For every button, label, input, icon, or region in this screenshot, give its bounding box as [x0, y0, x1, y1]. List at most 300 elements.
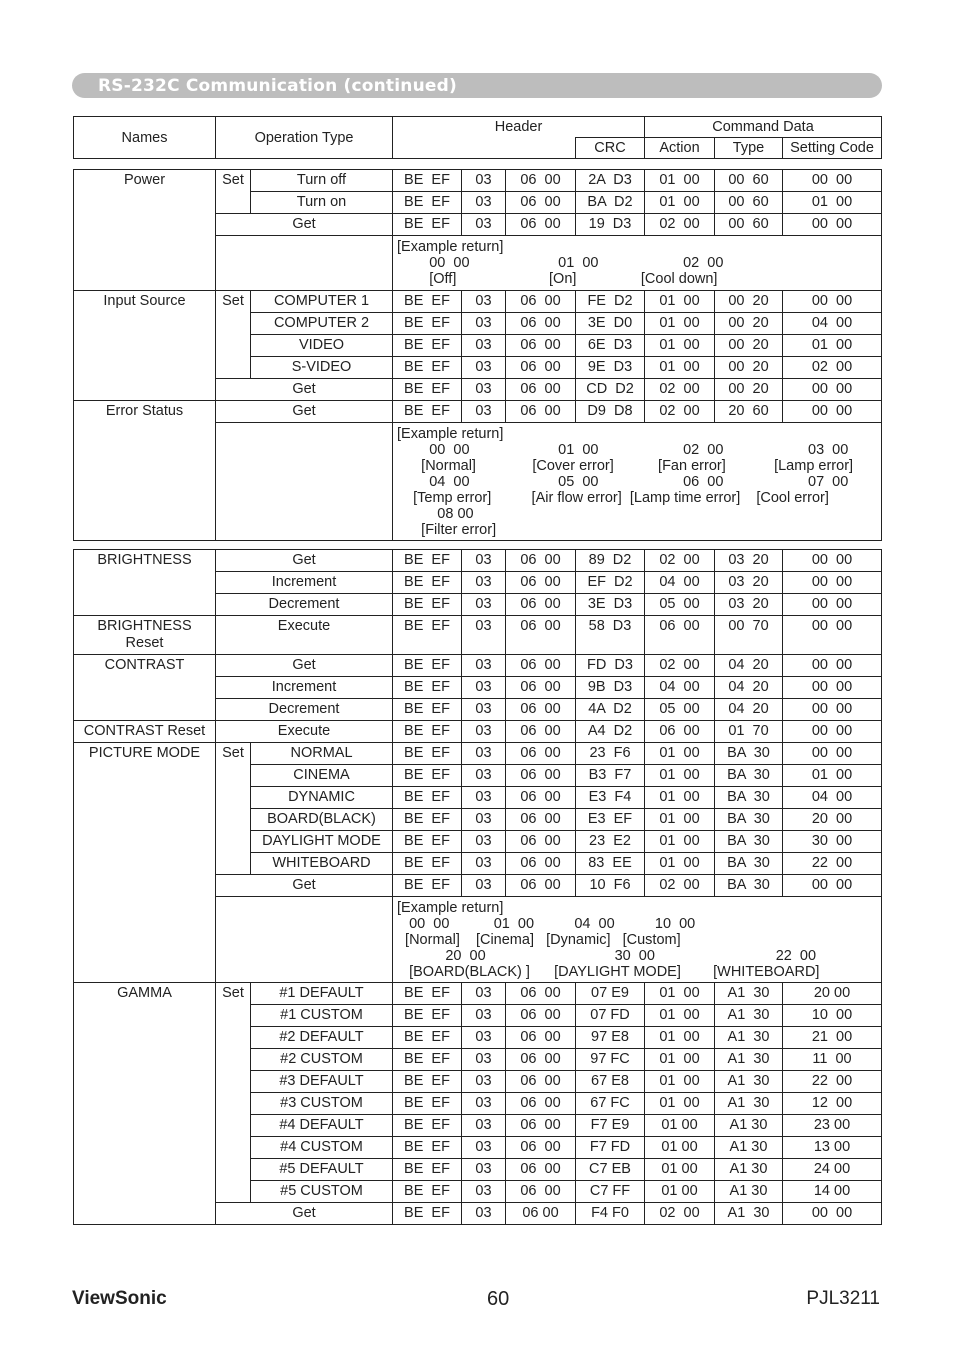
command-table-1 [73, 169, 882, 541]
crc-value: C7 FF [576, 1181, 645, 1203]
page-number: 60 [487, 1288, 510, 1310]
operation-type: Decrement [216, 699, 393, 721]
header-bytes: BE EF [393, 1049, 462, 1071]
type-value: 03 20 [715, 572, 783, 594]
action-value: 01 00 [645, 170, 715, 192]
action-value: 01 00 [645, 983, 715, 1005]
type-value: 01 70 [715, 721, 783, 743]
crc-value: CD D2 [576, 379, 645, 401]
operation-type: #4 CUSTOM [251, 1137, 393, 1159]
crc-value: FD D3 [576, 655, 645, 677]
crc-value: B3 F7 [576, 765, 645, 787]
header-0600: 06 00 [506, 831, 576, 853]
header-0600: 06 00 [506, 1181, 576, 1203]
header-03: 03 [462, 1093, 506, 1115]
example-return [393, 423, 882, 541]
setting-code-value: 04 00 [783, 787, 882, 809]
table-row [74, 983, 882, 1005]
header-03: 03 [462, 983, 506, 1005]
example-line: 04 00 05 00 06 00 07 00 [397, 474, 849, 490]
header-03: 03 [462, 1115, 506, 1137]
type-value: A1 30 [715, 1181, 783, 1203]
type-value: BA 30 [715, 809, 783, 831]
type-value: A1 30 [715, 1159, 783, 1181]
table-row [74, 291, 882, 313]
setting-code-value: 30 00 [783, 831, 882, 853]
type-value: 03 20 [715, 550, 783, 572]
operation-type: #2 DEFAULT [251, 1027, 393, 1049]
setting-code-value: 01 00 [783, 765, 882, 787]
example-line: 00 00 01 00 02 00 [397, 255, 724, 271]
operation-type: BOARD(BLACK) [251, 809, 393, 831]
example-line: [Example return] [397, 900, 504, 916]
setting-code-value: 21 00 [783, 1027, 882, 1049]
header-0600: 06 00 [506, 379, 576, 401]
setting-code-value: 10 00 [783, 1005, 882, 1027]
header-0600: 06 00 [506, 401, 576, 423]
crc-value: 67 E8 [576, 1071, 645, 1093]
crc-value: 83 EE [576, 853, 645, 875]
row-name: Error Status [74, 401, 216, 541]
example-line: [Normal] [Cover error] [Fan error] [Lamp error] [397, 458, 854, 474]
setting-code-value: 13 00 [783, 1137, 882, 1159]
header-bytes: BE EF [393, 214, 462, 236]
header-crc: CRC [576, 138, 645, 159]
example-spacer [216, 236, 393, 291]
action-value: 01 00 [645, 1071, 715, 1093]
crc-value: 23 F6 [576, 743, 645, 765]
header-0600: 06 00 [506, 170, 576, 192]
header-bytes: BE EF [393, 1203, 462, 1225]
setting-code-value: 04 00 [783, 313, 882, 335]
action-value: 01 00 [645, 853, 715, 875]
type-value: A1 30 [715, 1203, 783, 1225]
header-bytes: BE EF [393, 335, 462, 357]
crc-value: 07 E9 [576, 983, 645, 1005]
header-0600: 06 00 [506, 1027, 576, 1049]
crc-value: 6E D3 [576, 335, 645, 357]
type-value: BA 30 [715, 875, 783, 897]
header-bytes: BE EF [393, 379, 462, 401]
header-0600: 06 00 [506, 743, 576, 765]
type-value: 00 20 [715, 291, 783, 313]
example-line: 00 00 01 00 02 00 03 00 [397, 442, 849, 458]
setting-code-value: 00 00 [783, 743, 882, 765]
operation-type: WHITEBOARD [251, 853, 393, 875]
type-value: A1 30 [715, 1115, 783, 1137]
action-value: 01 00 [645, 831, 715, 853]
type-value: BA 30 [715, 831, 783, 853]
operation-type: DYNAMIC [251, 787, 393, 809]
crc-value: E3 F4 [576, 787, 645, 809]
header-bytes: BE EF [393, 809, 462, 831]
setting-code-value: 11 00 [783, 1049, 882, 1071]
crc-value: 97 E8 [576, 1027, 645, 1049]
header-bytes: BE EF [393, 1093, 462, 1115]
header-0600: 06 00 [506, 550, 576, 572]
action-value: 01 00 [645, 1027, 715, 1049]
crc-value: 19 D3 [576, 214, 645, 236]
header-03: 03 [462, 594, 506, 616]
type-value: A1 30 [715, 1049, 783, 1071]
header-0600: 06 00 [506, 721, 576, 743]
setting-code-value: 00 00 [783, 401, 882, 423]
crc-value: 9E D3 [576, 357, 645, 379]
setting-code-value: 00 00 [783, 677, 882, 699]
action-value: 04 00 [645, 572, 715, 594]
action-value: 01 00 [645, 765, 715, 787]
operation-type: Turn off [251, 170, 393, 192]
header-bytes: BE EF [393, 655, 462, 677]
header-0600: 06 00 [506, 594, 576, 616]
setting-code-value: 01 00 [783, 192, 882, 214]
header-0600: 06 00 [506, 699, 576, 721]
example-return [393, 236, 882, 291]
header-bytes: BE EF [393, 677, 462, 699]
crc-value: 10 F6 [576, 875, 645, 897]
table-row [74, 655, 882, 677]
setting-code-value: 00 00 [783, 550, 882, 572]
crc-value: EF D2 [576, 572, 645, 594]
setting-code-value: 14 00 [783, 1181, 882, 1203]
example-line: [Normal] [Cinema] [Dynamic] [Custom] [397, 932, 681, 948]
row-name: GAMMA [74, 983, 216, 1225]
header-0600: 06 00 [506, 616, 576, 655]
type-value: 00 20 [715, 379, 783, 401]
example-line: 20 00 30 00 22 00 [397, 948, 817, 964]
header-03: 03 [462, 550, 506, 572]
action-value: 01 00 [645, 809, 715, 831]
action-value: 01 00 [645, 192, 715, 214]
header-0600: 06 00 [506, 313, 576, 335]
header-0600: 06 00 [506, 572, 576, 594]
header-bytes: BE EF [393, 192, 462, 214]
header-03: 03 [462, 875, 506, 897]
operation-type: #1 CUSTOM [251, 1005, 393, 1027]
operation-type: Turn on [251, 192, 393, 214]
setting-code-value: 00 00 [783, 170, 882, 192]
set-label: Set [216, 170, 251, 214]
set-label: Set [216, 983, 251, 1203]
header-0600: 06 00 [506, 787, 576, 809]
crc-value: 3E D0 [576, 313, 645, 335]
header-03: 03 [462, 572, 506, 594]
type-value: A1 30 [715, 983, 783, 1005]
type-value: 00 60 [715, 192, 783, 214]
header-bytes: BE EF [393, 1027, 462, 1049]
action-value: 02 00 [645, 379, 715, 401]
header-0600: 06 00 [506, 677, 576, 699]
action-value: 02 00 [645, 1203, 715, 1225]
header-header: Header [393, 117, 645, 138]
operation-type: CINEMA [251, 765, 393, 787]
setting-code-value: 00 00 [783, 214, 882, 236]
setting-code-value: 00 00 [783, 291, 882, 313]
action-value: 01 00 [645, 313, 715, 335]
header-03: 03 [462, 1137, 506, 1159]
type-value: 20 60 [715, 401, 783, 423]
operation-type: Get [216, 875, 393, 897]
operation-type: Get [216, 655, 393, 677]
header-bytes: BE EF [393, 1181, 462, 1203]
row-name: PICTURE MODE [74, 743, 216, 983]
action-value: 01 00 [645, 335, 715, 357]
crc-value: A4 D2 [576, 721, 645, 743]
header-0600: 06 00 [506, 983, 576, 1005]
crc-value: FE D2 [576, 291, 645, 313]
header-bytes: BE EF [393, 1071, 462, 1093]
operation-type: #3 CUSTOM [251, 1093, 393, 1115]
action-value: 02 00 [645, 214, 715, 236]
header-03: 03 [462, 335, 506, 357]
setting-code-value: 00 00 [783, 699, 882, 721]
action-value: 01 00 [645, 1049, 715, 1071]
crc-value: 2A D3 [576, 170, 645, 192]
table-row [74, 616, 882, 655]
header-bytes: BE EF [393, 357, 462, 379]
table-row [74, 721, 882, 743]
command-table-header [73, 116, 882, 159]
header-03: 03 [462, 357, 506, 379]
header-03: 03 [462, 743, 506, 765]
header-bytes: BE EF [393, 831, 462, 853]
action-value: 01 00 [645, 1181, 715, 1203]
setting-code-value: 00 00 [783, 379, 882, 401]
header-03: 03 [462, 721, 506, 743]
row-name: CONTRAST [74, 655, 216, 721]
operation-type: #2 CUSTOM [251, 1049, 393, 1071]
operation-type: COMPUTER 1 [251, 291, 393, 313]
set-label: Set [216, 291, 251, 379]
crc-value: E3 EF [576, 809, 645, 831]
header-0600: 06 00 [506, 809, 576, 831]
crc-value: 3E D3 [576, 594, 645, 616]
header-spacer [393, 138, 576, 159]
crc-value: BA D2 [576, 192, 645, 214]
example-line: [Filter error] [397, 522, 497, 538]
header-03: 03 [462, 313, 506, 335]
action-value: 02 00 [645, 550, 715, 572]
header-bytes: BE EF [393, 699, 462, 721]
setting-code-value: 22 00 [783, 1071, 882, 1093]
action-value: 05 00 [645, 699, 715, 721]
table-row [74, 401, 882, 423]
header-0600: 06 00 [506, 357, 576, 379]
type-value: 03 20 [715, 594, 783, 616]
operation-type: #5 DEFAULT [251, 1159, 393, 1181]
header-03: 03 [462, 1027, 506, 1049]
example-line: [Example return] [397, 426, 504, 442]
type-value: 00 20 [715, 313, 783, 335]
header-operation-type: Operation Type [216, 117, 393, 159]
setting-code-value: 00 00 [783, 655, 882, 677]
header-bytes: BE EF [393, 743, 462, 765]
crc-value: F4 F0 [576, 1203, 645, 1225]
operation-type: #1 DEFAULT [251, 983, 393, 1005]
row-name: BRIGHTNESS [74, 550, 216, 616]
crc-value: 9B D3 [576, 677, 645, 699]
setting-code-value: 00 00 [783, 572, 882, 594]
header-bytes: BE EF [393, 721, 462, 743]
section-title-banner [72, 73, 882, 98]
header-03: 03 [462, 1159, 506, 1181]
table-row [74, 170, 882, 192]
operation-type: Get [216, 550, 393, 572]
table-row [74, 550, 882, 572]
type-value: A1 30 [715, 1137, 783, 1159]
crc-value: 23 E2 [576, 831, 645, 853]
header-03: 03 [462, 809, 506, 831]
example-line: [Example return] [397, 239, 504, 255]
operation-type: Get [216, 214, 393, 236]
header-bytes: BE EF [393, 983, 462, 1005]
type-value: BA 30 [715, 853, 783, 875]
header-03: 03 [462, 787, 506, 809]
header-bytes: BE EF [393, 594, 462, 616]
header-03: 03 [462, 291, 506, 313]
header-action: Action [645, 138, 715, 159]
crc-value: 4A D2 [576, 699, 645, 721]
setting-code-value: 00 00 [783, 616, 882, 655]
header-0600: 06 00 [506, 1071, 576, 1093]
crc-value: 97 FC [576, 1049, 645, 1071]
operation-type: COMPUTER 2 [251, 313, 393, 335]
header-03: 03 [462, 401, 506, 423]
type-value: A1 30 [715, 1071, 783, 1093]
model-name: PJL3211 [806, 1288, 880, 1309]
setting-code-value: 00 00 [783, 875, 882, 897]
operation-type: VIDEO [251, 335, 393, 357]
action-value: 06 00 [645, 721, 715, 743]
row-name: BRIGHTNESS Reset [74, 616, 216, 655]
type-value: 00 20 [715, 357, 783, 379]
action-value: 06 00 [645, 616, 715, 655]
header-command-data: Command Data [645, 117, 882, 138]
setting-code-value: 00 00 [783, 594, 882, 616]
type-value: 00 20 [715, 335, 783, 357]
action-value: 01 00 [645, 1159, 715, 1181]
header-0600: 06 00 [506, 1159, 576, 1181]
section-title: RS-232C Communication (continued) [98, 76, 457, 96]
header-bytes: BE EF [393, 616, 462, 655]
action-value: 05 00 [645, 594, 715, 616]
type-value: 04 20 [715, 677, 783, 699]
row-name: Input Source [74, 291, 216, 401]
setting-code-value: 01 00 [783, 335, 882, 357]
type-value: BA 30 [715, 787, 783, 809]
action-value: 04 00 [645, 677, 715, 699]
action-value: 01 00 [645, 291, 715, 313]
setting-code-value: 00 00 [783, 721, 882, 743]
crc-value: F7 E9 [576, 1115, 645, 1137]
operation-type: S-VIDEO [251, 357, 393, 379]
header-03: 03 [462, 831, 506, 853]
header-0600: 06 00 [506, 765, 576, 787]
operation-type: #5 CUSTOM [251, 1181, 393, 1203]
operation-type: #4 DEFAULT [251, 1115, 393, 1137]
header-0600: 06 00 [506, 192, 576, 214]
header-03: 03 [462, 1203, 506, 1225]
example-line: [Temp error] [Air flow error] [Lamp time error] [Cool error] [397, 490, 829, 506]
example-spacer [216, 423, 393, 541]
header-03: 03 [462, 192, 506, 214]
setting-code-value: 20 00 [783, 983, 882, 1005]
setting-code-value: 23 00 [783, 1115, 882, 1137]
type-value: A1 30 [715, 1027, 783, 1049]
set-label: Set [216, 743, 251, 875]
brand-name: ViewSonic [72, 1288, 167, 1309]
header-bytes: BE EF [393, 1159, 462, 1181]
operation-type: Execute [216, 616, 393, 655]
header-bytes: BE EF [393, 550, 462, 572]
type-value: BA 30 [715, 743, 783, 765]
header-03: 03 [462, 170, 506, 192]
setting-code-value: 20 00 [783, 809, 882, 831]
header-0600: 06 00 [506, 1115, 576, 1137]
header-03: 03 [462, 677, 506, 699]
crc-value: 07 FD [576, 1005, 645, 1027]
operation-type: Increment [216, 572, 393, 594]
header-0600: 06 00 [506, 1203, 576, 1225]
type-value: BA 30 [715, 765, 783, 787]
type-value: 00 70 [715, 616, 783, 655]
header-bytes: BE EF [393, 853, 462, 875]
crc-value: D9 D8 [576, 401, 645, 423]
example-line: [Off] [On] [Cool down] [397, 271, 718, 287]
header-03: 03 [462, 765, 506, 787]
header-03: 03 [462, 379, 506, 401]
header-0600: 06 00 [506, 214, 576, 236]
operation-type: Get [216, 379, 393, 401]
action-value: 01 00 [645, 1137, 715, 1159]
header-03: 03 [462, 214, 506, 236]
operation-type: Increment [216, 677, 393, 699]
header-bytes: BE EF [393, 291, 462, 313]
header-bytes: BE EF [393, 401, 462, 423]
header-0600: 06 00 [506, 291, 576, 313]
operation-type: Decrement [216, 594, 393, 616]
header-03: 03 [462, 1181, 506, 1203]
type-value: A1 30 [715, 1093, 783, 1115]
header-0600: 06 00 [506, 655, 576, 677]
header-bytes: BE EF [393, 1137, 462, 1159]
header-0600: 06 00 [506, 1005, 576, 1027]
example-return [393, 897, 882, 983]
setting-code-value: 00 00 [783, 1203, 882, 1225]
header-03: 03 [462, 1071, 506, 1093]
header-setting-code: Setting Code [783, 138, 882, 159]
header-03: 03 [462, 699, 506, 721]
operation-type: DAYLIGHT MODE [251, 831, 393, 853]
row-name: CONTRAST Reset [74, 721, 216, 743]
table-row [74, 743, 882, 765]
header-03: 03 [462, 1049, 506, 1071]
header-bytes: BE EF [393, 572, 462, 594]
header-bytes: BE EF [393, 765, 462, 787]
action-value: 02 00 [645, 401, 715, 423]
type-value: 00 60 [715, 170, 783, 192]
header-type: Type [715, 138, 783, 159]
action-value: 01 00 [645, 743, 715, 765]
operation-type: #3 DEFAULT [251, 1071, 393, 1093]
action-value: 01 00 [645, 787, 715, 809]
type-value: 00 60 [715, 214, 783, 236]
setting-code-value: 12 00 [783, 1093, 882, 1115]
setting-code-value: 22 00 [783, 853, 882, 875]
operation-type: Get [216, 401, 393, 423]
setting-code-value: 02 00 [783, 357, 882, 379]
type-value: A1 30 [715, 1005, 783, 1027]
